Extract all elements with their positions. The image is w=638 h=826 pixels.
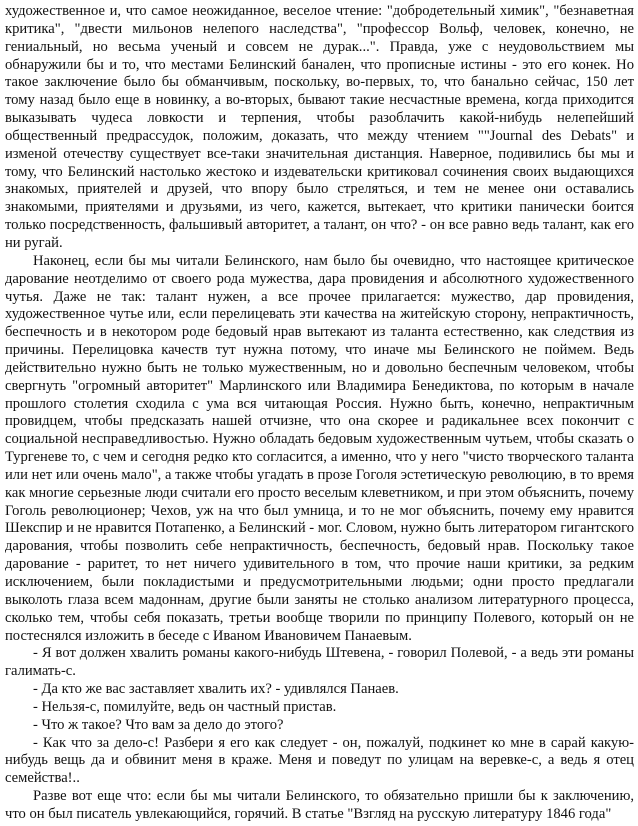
dialogue-line-1: - Я вот должен хвалить романы какого-нибудь Штевена, - говорил Полевой, - а ведь эти романы галимать-с.: [5, 645, 634, 680]
paragraph-1: художественное и, что самое неожиданное, веселое чтение: "добродетельный химик", "безнаветная критика", "двести мильонов нелепого наследства", "профессор Вольф, человек, конечно, не гениальный, но весьма ученый и совсем не дурак...". Правда, уже с неудовольствием мы обнаружили бы и то, что местами Белинский банален, что прописные истины - это его конек. Но такое заключение было бы обманчивым, поскольку, во-первых, то, что банально сейчас, 150 лет тому назад было еще в новинку, а во-вторых, бывают такие несчастные времена, когда приходится выказывать чудеса ловкости и терпения, чтобы разоблачить какой-нибудь нелепейший общественный предрассудок, положим, доказать, что между чтением ""Journal des Debats" и изменой отечеству существует все-таки значительная дистанция. Наверное, подивились бы мы и тому, что Белинский настолько жестоко и издевательски критиковал сочинения своих выдающихся знакомых, приятелей и друзей, что впору было стреляться, и тем не менее они оставались знакомыми, приятелями и друзьями, из чего, кажется, вытекает, что критики панически боится только посредственность, фальшивый авторитет, а талант, он что? - он все равно ведь талант, как его ни ругай.: [5, 3, 634, 251]
paragraph-2: Наконец, если бы мы читали Белинского, нам было бы очевидно, что настоящее критическое дарование неотделимо от своего рода мужества, дара провидения и абсолютного художественного чутья. Даже не так: талант нужен, а все прочее прилагается: мужество, дар провидения, художественное чутье или, если перелицевать эти качества на житейскую сторону, непрактичность, беспечность и в некотором роде бедовый нрав вытекают из таланта естественно, как следствия из причины. Перелицовка качеств тут нужна потому, что иначе мы Белинского не поймем. Ведь действительно нужно быть не только мужественным, но и довольно беспечным человеком, чтобы свергнуть "огромный авторитет" Марлинского или Владимира Бенедиктова, по которым в начале прошлого столетия сходила с ума вся читающая Россия. Нужно быть, конечно, непрактичным провидцем, чтобы предсказать нашей отчизне, что она скорее и радикальнее всех покончит с социальной несправедливостью. Нужно обладать бедовым художественным чутьем, чтобы сказать о Тургеневе то, с чем и сегодня редко кто согласится, а именно, что у него "чисто творческого таланта или нет или очень мало", а также чтобы угадать в прозе Гоголя эстетическую революцию, в то время как многие серьезные люди считали его просто веселым клеветником, и при этом объяснить, почему Гоголь революционер; Чехов, уж на что был умница, и то не мог объяснить, почему ему нравится Шекспир и не нравится Потапенко, а Белинский - мог. Словом, нужно быть литератором гигантского дарования, чтобы позволить себе непрактичность, беспечность, бедовый нрав. Поскольку такое дарование - раритет, то нет ничего удивительного в том, что прочие наши критики, за редким исключением, были покладистыми и предусмотрительными людьми; одни просто предлагали выколоть глаза всем мадоннам, другие были заняты не столько анализом литературного процесса, сколько тем, чтобы себя показать, третьи вообще творили по принципу Полевого, который он не постеснялся изложить в беседе с Иваном Ивановичем Панаевым.: [5, 252, 634, 644]
dialogue-line-4: - Что ж такое? Что вам за дело до этого?: [33, 716, 284, 733]
dialogue-line-3: - Нельзя-с, помилуйте, ведь он частный пристав.: [33, 698, 337, 715]
dialogue-line-5: - Как что за дело-с! Разбери я его как следует - он, пожалуй, подкинет ко мне в сарай какую-нибудь вещь да и обвинит меня в краже. Меня и поведут по улицам на веревке-с, а ведь я отец семейства!..: [5, 734, 634, 787]
paragraph-last: Разве вот еще что: если бы мы читали Белинского, то обязательно пришли бы к заключению, что он был писатель увлекающийся, горячий. В статье "Взгляд на русскую литературу 1846 года": [5, 788, 634, 822]
dialogue-line-2: - Да кто же вас заставляет хвалить их? - удивлялся Панаев.: [33, 681, 399, 698]
